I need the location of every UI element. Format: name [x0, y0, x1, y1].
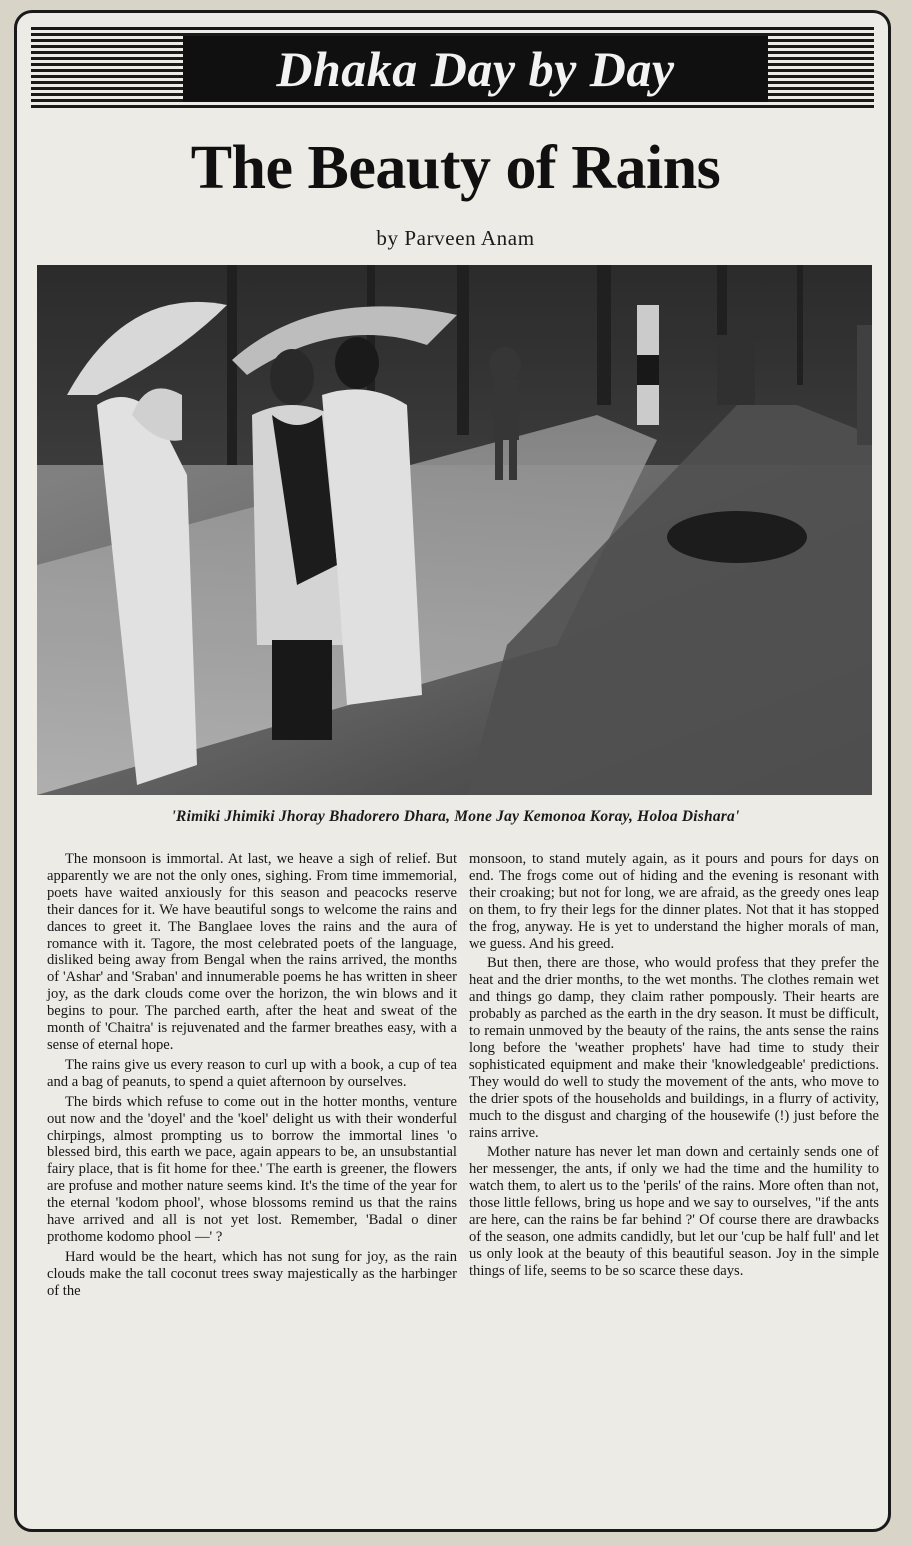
- paragraph: The birds which refuse to come out in the hotter months, venture out now and the 'doyel' and the 'koel' delight us with their wonderful chirpings, almost prompting us to borrow the immortal lines 'o blessed bird, this earth we pace, again appears to be, an unsubstantial fairy place, that is fit home for thee.' The earth is greener, the flowers are profuse and mother nature seems kind. It's the time of the year for the eternal 'kodom phool', whose blossoms remind us that the rains have arrived and all is not yet lost. Remember, 'Badal o diner prothome kodomo phool —' ?: [47, 1093, 457, 1245]
- rainy-street-photo: [37, 265, 872, 795]
- newspaper-clipping: [14, 10, 891, 1532]
- column-title: Dhaka Day by Day: [183, 36, 768, 102]
- photo-caption: 'Rimiki Jhimiki Jhoray Bhadorero Dhara, Mone Jay Kemonoa Koray, Holoa Dishara': [171, 808, 740, 825]
- paragraph: The monsoon is immortal. At last, we heave a sigh of relief. But apparently we are not the only ones, sighing. From time immemorial, poets have waited anxiously for this season and peacocks reserve their dances for it. We have beautiful songs to welcome the rains and dances to greet it. The Banglaee loves the rains and the aura of romance with it. Tagore, the most celebrated poets of the language, disliked being away from Bengal when the rains arrived, the months of 'Ashar' and 'Sraban' and innumerable poems he has written in sheer joy, as the dark clouds come over the horizon, the win blows and it begins to pour. The parched earth, after the heat and sweat of the month of 'Chaitra' is rejuvenated and the farmer breathes easy, with a sense of eternal hope.: [47, 851, 457, 1053]
- article-column-left: [47, 851, 457, 1300]
- article-column-right: [469, 851, 879, 1280]
- paragraph: monsoon, to stand mutely again, as it pours and pours for days on end. The frogs come out of hiding and the evening is resonant with their croaking; but not for long, we are afraid, as the greedy ones leap on them, to fry their legs for the dinner plates. Not that it has stopped the frog, anyway. He is yet to understand the higher morals of man, we guess. And his greed.: [469, 851, 879, 952]
- paragraph: But then, there are those, who would profess that they prefer the heat and the drier months, to the wet months. The clothes remain wet and things go damp, they claim rather pompously. Their hearts are probably as parched as the earth in the dry season. It must be difficult, to remain unmoved by the beauty of the rains, the ants sense the rains long before the 'weather prophets' have had time to study their sophisticated equipment and make their 'knowledgeable' predictions. They would do well to study the movement of the ants, who move to the drier spots of the households and buildings, in a flurry of activity, much to the disgust and charging of the housewife (!) just before the rains arrive.: [469, 955, 879, 1141]
- article-photo: [37, 265, 872, 795]
- paragraph: Mother nature has never let man down and certainly sends one of her messenger, the ants, if only we had the time and the humility to watch them, to alert us to the 'perils' of the rains. More often than not, those little fellows, bring us hope and we say to ourselves, "if the ants are here, can the rains be far behind ?' Of course there are drawbacks of the season, one admits candidly, but let our 'cup be half full' and let us only look at the beauty of this beautiful season. Joy in the simple things of life, seems to be so scarce these days.: [469, 1144, 879, 1279]
- paragraph: The rains give us every reason to curl up with a book, a cup of tea and a bag of peanuts, to spend a quiet afternoon by ourselves.: [47, 1056, 457, 1090]
- article-headline: The Beauty of Rains: [190, 134, 721, 202]
- paragraph: Hard would be the heart, which has not sung for joy, as the rain clouds make the tall coconut trees sway majestically as the harbinger of the: [47, 1248, 457, 1299]
- article-byline: by Parveen Anam: [376, 226, 535, 250]
- column-banner: [31, 27, 874, 109]
